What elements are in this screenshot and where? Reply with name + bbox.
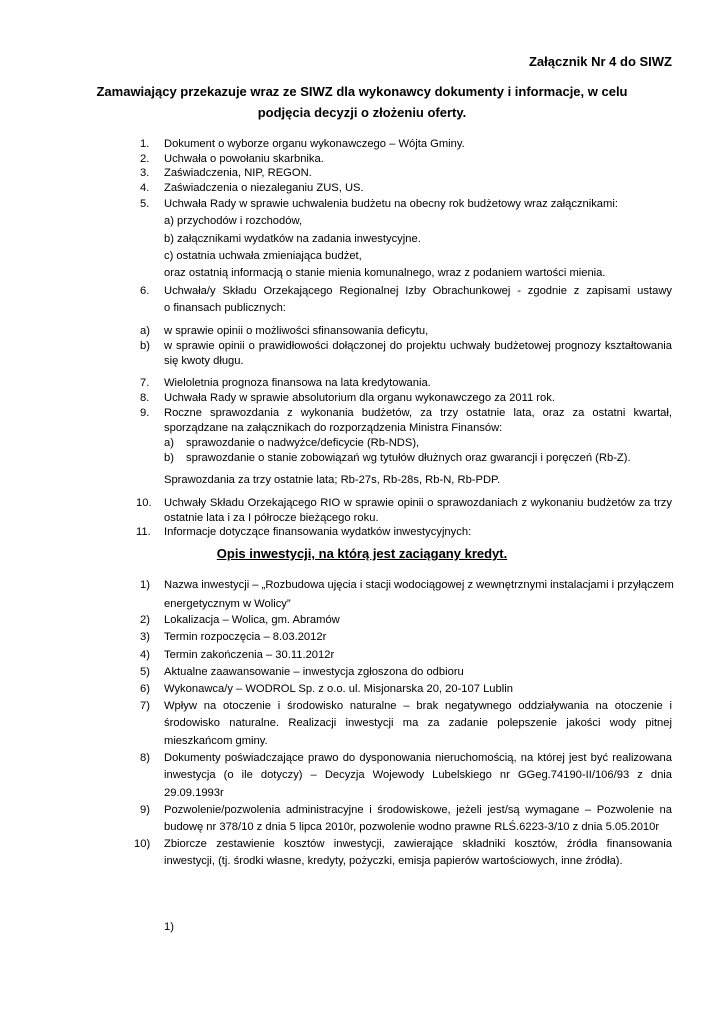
- heading-line-2: podjęcia decyzji o złożeniu oferty.: [257, 105, 467, 120]
- list2-num-6: 6): [140, 683, 150, 695]
- list1-num-a: a): [140, 325, 150, 337]
- list1-num-6: 6.: [140, 285, 150, 297]
- list1-item-10-line1: Uchwały Składu Orzekającego RIO w sprawie opinii o sprawozdaniach z wykonaniu budżetów za trzy: [164, 497, 672, 509]
- list1-item-7: Wieloletnia prognoza finansowa na lata kredytowania.: [164, 377, 431, 389]
- list1-num-7: 7.: [140, 377, 150, 389]
- list1-item-5c: c) ostatnia uchwała zmieniająca budżet,: [164, 250, 362, 262]
- list2-item-10-line2: inwestycji, (tj. środki własne, kredyty, pożyczki, emisja papierów wartościowych, inne źródła).: [164, 855, 623, 867]
- list2-item-7-line1: Wpływ na otoczenie i środowisko naturalne – brak negatywnego oddziaływania na otoczenie i: [164, 700, 672, 712]
- list2-item-8-line2: inwestycja (o ile dotyczy) – Decyzja Wojewody Lubelskiego nr GGeg.74190-II/106/93 z dnia: [164, 769, 672, 781]
- list2-num-1: 1): [140, 579, 150, 591]
- list1-item-5d: oraz ostatnią informacją o stanie mienia komunalnego, wraz z podaniem wartości mienia.: [164, 267, 606, 279]
- list1-item-9b: sprawozdanie o stanie zobowiązań wg tytułów dłużnych oraz gwarancji i poręczeń (Rb-Z).: [186, 452, 631, 464]
- list1-item-10-line2: ostatnie lata i za I półrocze bieżącego roku.: [164, 512, 379, 524]
- list1-item-b-line2: się kwoty długu.: [164, 355, 244, 367]
- list1-item-5b: b) załącznikami wydatków na zadania inwestycyjne.: [164, 233, 421, 245]
- list1-num-8: 8.: [140, 392, 150, 404]
- list2-num-4: 4): [140, 649, 150, 661]
- list1-num-5: 5.: [140, 198, 150, 210]
- list2-item-8-line1: Dokumenty poświadczające prawo do dysponowania nieruchomością, na której jest być realizowana: [164, 752, 672, 764]
- annex-title: Załącznik Nr 4 do SIWZ: [528, 54, 672, 69]
- list1-item-a: w sprawie opinii o możliwości sfinansowania deficytu,: [164, 325, 429, 337]
- list1-num-9b: b): [164, 452, 174, 464]
- list1-item-2: Uchwała o powołaniu skarbnika.: [164, 153, 324, 165]
- list1-num-1: 1.: [140, 138, 150, 150]
- list1-item-6-line1: Uchwała/y Składu Orzekającego Regionalnej Izby Obrachunkowej - zgodnie z zapisami ustawy: [164, 285, 672, 297]
- subheading: Opis inwestycji, na którą jest zaciągany kredyt.: [216, 546, 508, 561]
- list1-num-3: 3.: [140, 167, 150, 179]
- list1-num-11: 11.: [136, 526, 151, 538]
- list2-item-9-line1: Pozwolenie/pozwolenia administracyjne i środowiskowe, jeżeli jest/są wymagane – Pozwolenie na: [164, 804, 672, 816]
- list2-num-3: 3): [140, 631, 150, 643]
- heading-line-1: Zamawiający przekazuje wraz ze SIWZ dla wykonawcy dokumenty i informacje, w celu: [96, 84, 628, 99]
- list2-item-6: Wykonawca/y – WODROL Sp. z o.o. ul. Misjonarska 20, 20-107 Lublin: [164, 683, 513, 695]
- list2-item-1-line1: Nazwa inwestycji – „Rozbudowa ujęcia i stacji wodociągowej z wewnętrznymi instalacjami i przyłączem: [164, 579, 674, 591]
- list2-item-7-line3: mieszkańcom gminy.: [164, 735, 268, 747]
- list1-item-3: Zaświadczenia, NIP, REGON.: [164, 167, 312, 179]
- list2-item-2: Lokalizacja – Wolica, gm. Abramów: [164, 614, 340, 626]
- list2-num-7: 7): [140, 700, 150, 712]
- list2-item-10-line1: Zbiorcze zestawienie kosztów inwestycji, zawierające składniki kosztów, źródła finansowania: [164, 838, 672, 850]
- list1-item-8: Uchwała Rady w sprawie absolutorium dla organu wykonawczego za 2011 rok.: [164, 392, 555, 404]
- list2-num-8: 8): [140, 752, 150, 764]
- list2-item-1-line2: energetycznym w Wolicy”: [164, 598, 291, 610]
- list1-num-2: 2.: [140, 153, 150, 165]
- list2-item-7-line2: środowisko naturalne. Realizacji inwestycji ma za zadanie polepszenie jakości wody pitnej: [164, 717, 672, 729]
- list1-num-9a: a): [164, 437, 174, 449]
- list1-item-b-line1: w sprawie opinii o prawidłowości dołączonej do projektu uchwały budżetowej prognozy kształtowania: [164, 340, 672, 352]
- list1-item-1: Dokument o wyborze organu wykonawczego – Wójta Gminy.: [164, 138, 465, 150]
- list1-num-4: 4.: [140, 182, 150, 194]
- list2-item-4: Termin zakończenia – 30.11.2012r: [164, 649, 335, 661]
- list2-num-5: 5): [140, 666, 150, 678]
- list2-item-5: Aktualne zaawansowanie – inwestycja zgłoszona do odbioru: [164, 666, 464, 678]
- list1-item-6-line2: o finansach publicznych:: [164, 302, 286, 314]
- list1-num-b: b): [140, 340, 150, 352]
- list2-num-2: 2): [140, 614, 150, 626]
- list1-num-10: 10.: [136, 497, 152, 509]
- list2-num-9: 9): [140, 804, 150, 816]
- list2-item-8-line3: 29.09.1993r: [164, 787, 224, 799]
- footer-marker: 1): [164, 921, 174, 933]
- list1-item-9-line1: Roczne sprawozdania z wykonania budżetów, za trzy ostatnie lata, oraz za ostatni kwartał,: [164, 407, 672, 419]
- list1-item-11: Informacje dotyczące finansowania wydatków inwestycyjnych:: [164, 526, 472, 538]
- list1-item-9-line2: sporządzane na załącznikach do rozporządzenia Ministra Finansów:: [164, 422, 503, 434]
- list2-item-9-line2: budowę nr 378/10 z dnia 5 lipca 2010r, pozwolenie wodno prawne RLŚ.6223-3/10 z dnia 5.05.2010r: [164, 821, 660, 833]
- list2-item-3: Termin rozpoczęcia – 8.03.2012r: [164, 631, 327, 643]
- list1-item-9a: sprawozdanie o nadwyżce/deficycie (Rb-NDS),: [186, 437, 420, 449]
- list1-item-5: Uchwała Rady w sprawie uchwalenia budżetu na obecny rok budżetowy wraz załącznikami:: [164, 198, 618, 210]
- list1-item-5a: a) przychodów i rozchodów,: [164, 215, 303, 227]
- list1-item-9c: Sprawozdania za trzy ostatnie lata; Rb-27s, Rb-28s, Rb-N, Rb-PDP.: [164, 474, 501, 486]
- list1-num-9: 9.: [140, 407, 150, 419]
- list2-num-10: 10): [134, 838, 151, 850]
- list1-item-4: Zaświadczenia o niezaleganiu ZUS, US.: [164, 182, 364, 194]
